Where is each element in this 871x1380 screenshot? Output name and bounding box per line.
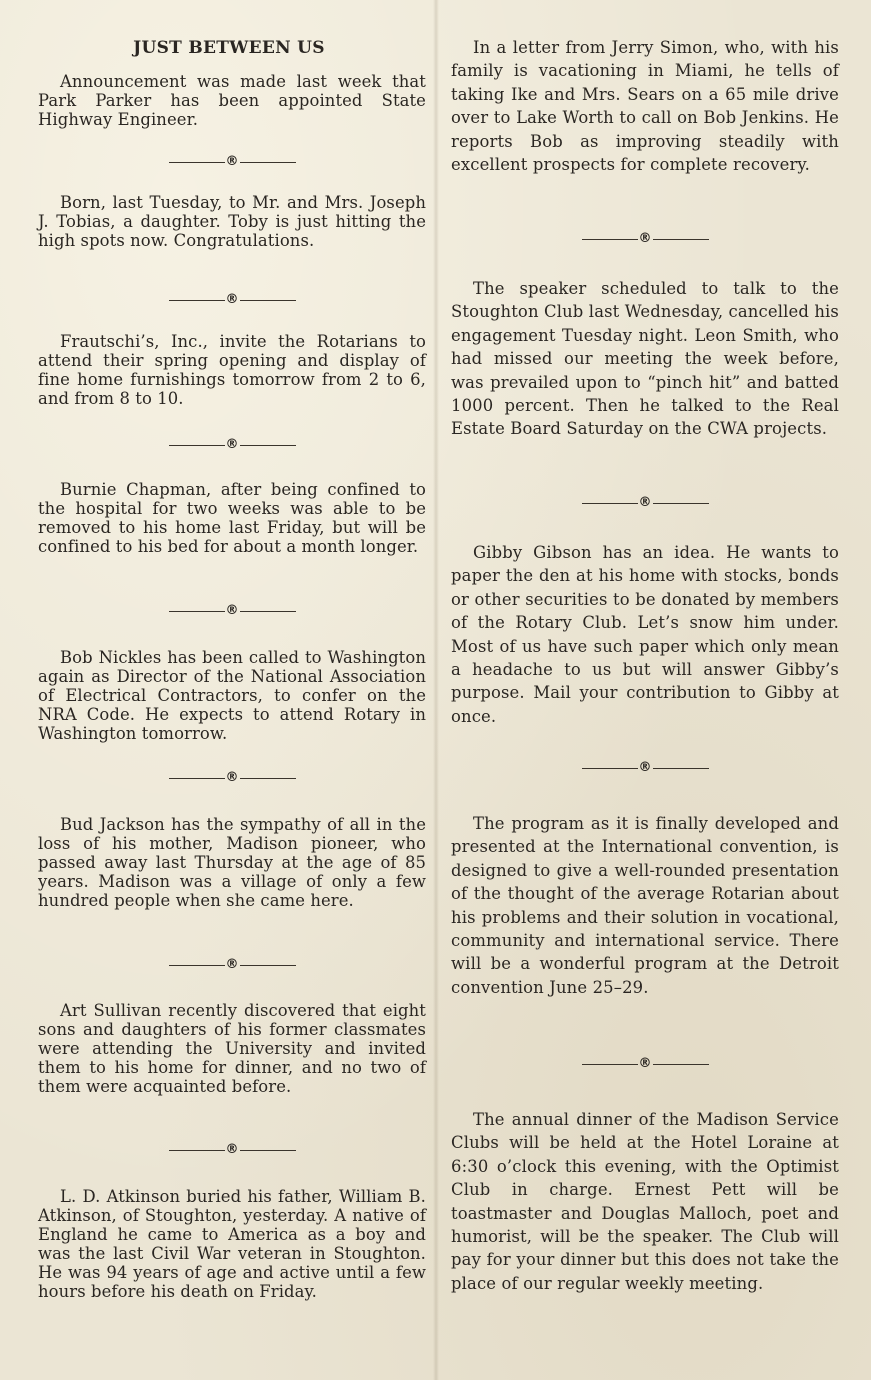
divider (38, 152, 426, 172)
divider (451, 1054, 839, 1074)
news-item-dinner: The annual dinner of the Madison Service Clubs will be held at the Hotel Loraine at 6:30 o’clock this evening, with the Optimist Club in charge. Ernest Pett will be toastmaster and Douglas Malloch, poet and humorist, will be the speaker. The Club will pay for your dinner but this does not take the place of our regular weekly meeting. (451, 1110, 839, 1293)
rotary-mark-icon: ® (225, 957, 239, 972)
divider (38, 768, 426, 788)
rotary-mark-icon: ® (225, 154, 239, 169)
rotary-mark-icon: ® (638, 231, 652, 246)
news-item-atkinson: L. D. Atkinson buried his father, William B. Atkinson, of Stoughton, yesterday. A native of England he came to America as a boy and was the last Civil War veteran in Stoughton. He was 94 years of age and active until a few hours before his death on Friday. (38, 1187, 426, 1301)
news-item-tobias: Born, last Tuesday, to Mr. and Mrs. Joseph J. Tobias, a daughter. Toby is just hitting the high spots now. Congratulations. (38, 193, 426, 250)
rotary-mark-icon: ® (638, 495, 652, 510)
rotary-mark-icon: ® (225, 770, 239, 785)
divider (451, 229, 839, 249)
news-item-smith: The speaker scheduled to talk to the Stoughton Club last Wednesday, cancelled his engagement Tuesday night. Leon Smith, who had missed our meeting the week before, was prevailed upon to “pinch hit” and batted 1000 percent. Then he talked to the Real Estate Board Saturday on the CWA projects. (451, 279, 839, 439)
news-item-simon: In a letter from Jerry Simon, who, with his family is vacationing in Miami, he tells of taking Ike and Mrs. Sears on a 65 mile drive over to Lake Worth to call on Bob Jenkins. He reports Bob as improving steadily with excellent prospects for complete recovery. (451, 38, 839, 175)
page-fold (433, 0, 439, 1380)
rotary-mark-icon: ® (225, 437, 239, 452)
divider (451, 758, 839, 778)
news-item-program: The program as it is finally developed and presented at the International convention, is designed to give a well-rounded presentation of the thought of the average Rotarian about his problems and their solution in vocational, community and international service. There will be a wonderful program at the Detroit convention June 25–29. (451, 814, 839, 997)
news-item-jackson: Bud Jackson has the sympathy of all in the loss of his mother, Madison pioneer, who passed away last Thursday at the age of 85 years. Madison was a village of only a few hundred people when she came here. (38, 815, 426, 910)
rotary-mark-icon: ® (225, 603, 239, 618)
rotary-mark-icon: ® (225, 1142, 239, 1157)
rotary-mark-icon: ® (638, 1056, 652, 1071)
divider (38, 290, 426, 310)
divider (451, 493, 839, 513)
divider (38, 601, 426, 621)
divider (38, 955, 426, 975)
news-item-sullivan: Art Sullivan recently discovered that eight sons and daughters of his former classmates were attending the University and invited them to his home for dinner, and no two of them were acquainted before. (38, 1001, 426, 1096)
rotary-mark-icon: ® (638, 760, 652, 775)
news-item-chapman: Burnie Chapman, after being confined to the hospital for two weeks was able to be removed to his home last Friday, but will be confined to his bed for about a month longer. (38, 480, 426, 556)
news-item-parker: Announcement was made last week that Park Parker has been appointed State Highway Engineer. (38, 72, 426, 129)
divider (38, 435, 426, 455)
news-item-nickles: Bob Nickles has been called to Washington again as Director of the National Association of Electrical Contractors, to confer on the NRA Code. He expects to attend Rotary in Washington tomorrow. (38, 648, 426, 743)
page-title: JUST BETWEEN US (133, 38, 325, 58)
divider (38, 1140, 426, 1160)
rotary-mark-icon: ® (225, 292, 239, 307)
news-item-gibson: Gibby Gibson has an idea. He wants to paper the den at his home with stocks, bonds or other securities to be donated by members of the Rotary Club. Let’s snow him under. Most of us have such paper which only mean a headache to us but will answer Gibby’s purpose. Mail your contribution to Gibby at once. (451, 543, 839, 726)
news-item-frautschi: Frautschi’s, Inc., invite the Rotarians to attend their spring opening and display of fine home furnishings tomorrow from 2 to 6, and from 8 to 10. (38, 332, 426, 408)
